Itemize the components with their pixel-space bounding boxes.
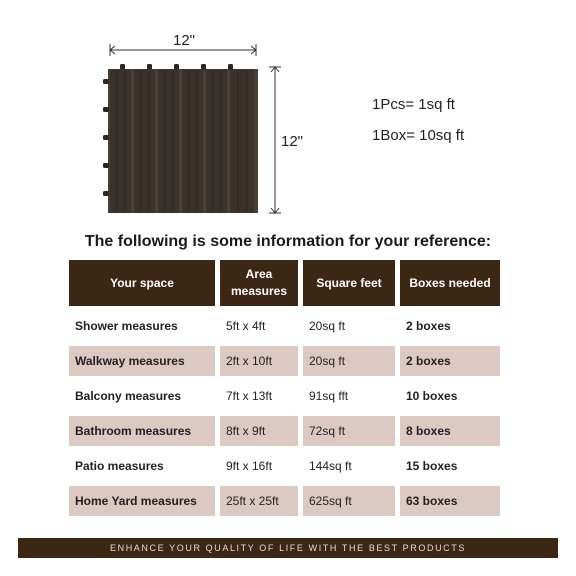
table-row	[69, 486, 505, 516]
header-square-feet: Square feet	[303, 260, 395, 306]
header-boxes-needed: Boxes needed	[400, 260, 500, 306]
row-space: Walkway measures	[69, 346, 215, 376]
row-square-feet: 72sq ft	[303, 416, 395, 446]
table-header-row	[69, 260, 505, 306]
row-area: 5ft x 4ft	[226, 319, 266, 333]
row-square-feet: 144sq ft	[309, 459, 352, 473]
table-row	[69, 311, 505, 341]
row-area: 25ft x 25ft	[220, 486, 298, 516]
row-square-feet: 625sq ft	[303, 486, 395, 516]
row-space: Home Yard measures	[69, 486, 215, 516]
row-area: 2ft x 10ft	[220, 346, 298, 376]
row-square-feet: 91sq fft	[309, 389, 349, 403]
reference-heading: The following is some information for your reference:	[84, 233, 492, 250]
pcs-info: 1Pcs= 1sq ft	[372, 96, 455, 113]
table-row	[69, 346, 505, 376]
row-space: Shower measures	[75, 319, 178, 333]
row-area: 8ft x 9ft	[220, 416, 298, 446]
box-info: 1Box= 10sq ft	[372, 127, 465, 144]
row-space: Patio measures	[75, 459, 164, 473]
row-boxes: 63 boxes	[400, 486, 500, 516]
header-area-measures: Area measures	[220, 260, 298, 306]
table-row	[69, 451, 505, 481]
row-area: 9ft x 16ft	[226, 459, 273, 473]
row-square-feet: 20sq ft	[309, 319, 346, 333]
row-square-feet: 20sq ft	[303, 346, 395, 376]
row-boxes: 15 boxes	[406, 459, 458, 473]
deck-tile-image	[95, 35, 295, 220]
row-boxes: 2 boxes	[406, 319, 451, 333]
row-boxes: 8 boxes	[400, 416, 500, 446]
row-area: 7ft x 13ft	[226, 389, 273, 403]
table-row	[69, 416, 505, 446]
table-row	[69, 381, 505, 411]
header-your-space: Your space	[69, 260, 215, 306]
row-space: Bathroom measures	[69, 416, 215, 446]
measurement-table	[69, 260, 505, 516]
footer-banner: ENHANCE YOUR QUALITY OF LIFE WITH THE BEST PRODUCTS	[18, 538, 558, 558]
height-dimension-label: 12"	[281, 133, 304, 150]
width-dimension-label: 12"	[173, 32, 196, 49]
row-boxes: 10 boxes	[406, 389, 458, 403]
row-boxes: 2 boxes	[400, 346, 500, 376]
row-space: Balcony measures	[75, 389, 182, 403]
